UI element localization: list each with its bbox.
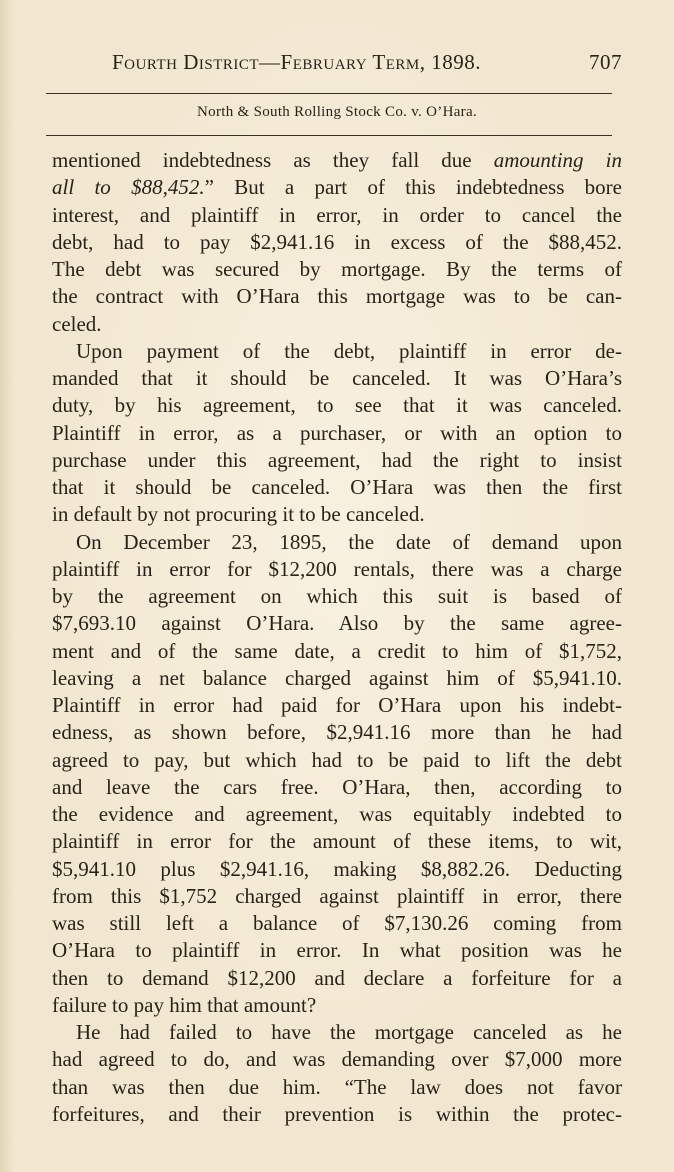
text-line (52, 311, 622, 338)
text-line (52, 719, 622, 746)
text-line (52, 665, 622, 692)
text-line (52, 774, 622, 801)
text-line (52, 992, 622, 1019)
line-text: by the agreement on which this suit is based of (52, 584, 622, 608)
line-text: mentioned indebtedness as they fall due (52, 148, 494, 172)
italic-phrase: all to $88,452. (52, 175, 205, 200)
line-text: plaintiff in error for the amount of these items, to wit, (52, 829, 622, 854)
line-text: edness, as shown before, $2,941.16 more than he had (52, 720, 622, 745)
text-line (52, 229, 622, 256)
text-line (52, 1101, 622, 1128)
line-text: manded that it should be canceled. It was O’Hara’s (52, 366, 622, 390)
line-text: and leave the cars free. O’Hara, then, according to (52, 774, 622, 799)
text-line (52, 202, 622, 229)
line-text: O’Hara to plaintiff in error. In what position was he (52, 938, 622, 963)
text-line (52, 338, 622, 365)
text-line (52, 147, 622, 174)
header-rule-bottom (46, 135, 612, 136)
running-title: Fourth District—February Term, 1898. (112, 50, 482, 74)
line-text: purchase under this agreement, had the right to insist (52, 447, 622, 472)
line-text: forfeitures, and their prevention is within the protec- (52, 1101, 622, 1126)
text-line (52, 910, 622, 937)
text-line (52, 556, 622, 583)
line-text: that it should be canceled. O’Hara was then the first (52, 475, 622, 499)
text-line (52, 638, 622, 665)
header-rule-top (46, 93, 612, 94)
text-line (52, 583, 622, 610)
italic-phrase: amounting in (493, 148, 622, 172)
line-text: then to demand $12,200 and declare a forfeiture for a (52, 965, 622, 990)
case-title: North & South Rolling Stock Co. v. O’Hara. (197, 104, 477, 120)
text-line (52, 856, 622, 883)
text-line (52, 174, 622, 201)
line-text: He had failed to have the mortgage canceled as he (76, 1020, 622, 1044)
text-line (52, 392, 622, 419)
text-line (52, 1074, 622, 1101)
line-text: celed. (52, 311, 102, 336)
line-text: the contract with O’Hara this mortgage was to be can- (52, 284, 622, 309)
text-line (52, 937, 622, 964)
line-text: Upon payment of the debt, plaintiff in error de- (76, 338, 622, 363)
line-text: The debt was secured by mortgage. By the terms of (52, 257, 622, 281)
line-text: interest, and plaintiff in error, in order to cancel the (52, 202, 622, 227)
line-text: Plaintiff in error had paid for O’Hara upon his indebt- (52, 693, 622, 717)
text-line (52, 801, 622, 828)
text-line (52, 447, 622, 474)
line-text: debt, had to pay $2,941.16 in excess of the $88,452. (52, 229, 622, 254)
line-text: had agreed to do, and was demanding over $7,000 more (52, 1047, 622, 1072)
text-line (52, 283, 622, 310)
line-text: Plaintiff in error, as a purchaser, or with an option to (52, 420, 622, 445)
text-line (52, 883, 622, 910)
line-text: duty, by his agreement, to see that it was canceled. (52, 393, 622, 418)
line-text: $7,693.10 against O’Hara. Also by the same agree- (52, 611, 622, 636)
text-line (52, 420, 622, 447)
text-line (52, 692, 622, 719)
text-line (52, 256, 622, 283)
line-text: agreed to pay, but which had to be paid to lift the debt (52, 747, 622, 772)
text-line (52, 365, 622, 392)
text-line (52, 474, 622, 501)
text-line (52, 529, 622, 556)
line-text: than was then due him. “The law does not favor (52, 1074, 622, 1099)
line-text: plaintiff in error for $12,200 rentals, there was a charge (52, 556, 622, 581)
line-text: ment and of the same date, a credit to him of $1,752, (52, 638, 622, 663)
line-text: from this $1,752 charged against plaintiff in error, there (52, 883, 622, 908)
running-head (112, 50, 622, 75)
text-line (52, 828, 622, 855)
text-line (52, 747, 622, 774)
page-number: 707 (589, 50, 622, 74)
text-line (52, 610, 622, 637)
text-line (52, 1019, 622, 1046)
line-text: failure to pay him that amount? (52, 992, 317, 1017)
line-text: $5,941.10 plus $2,941.16, making $8,882.26. Deducting (52, 856, 622, 881)
text-line (52, 1046, 622, 1073)
line-text: On December 23, 1895, the date of demand upon (76, 529, 622, 554)
line-text: in default by not procuring it to be canceled. (52, 502, 425, 527)
line-text: was still left a balance of $7,130.26 coming from (52, 911, 622, 935)
text-line (52, 965, 622, 992)
line-text: the evidence and agreement, was equitably indebted to (52, 802, 622, 826)
line-text: leaving a net balance charged against him of $5,941.10. (52, 665, 622, 690)
body-text (52, 147, 622, 1128)
line-text: ” But a part of this indebtedness bore (204, 175, 622, 200)
text-line (52, 501, 622, 528)
